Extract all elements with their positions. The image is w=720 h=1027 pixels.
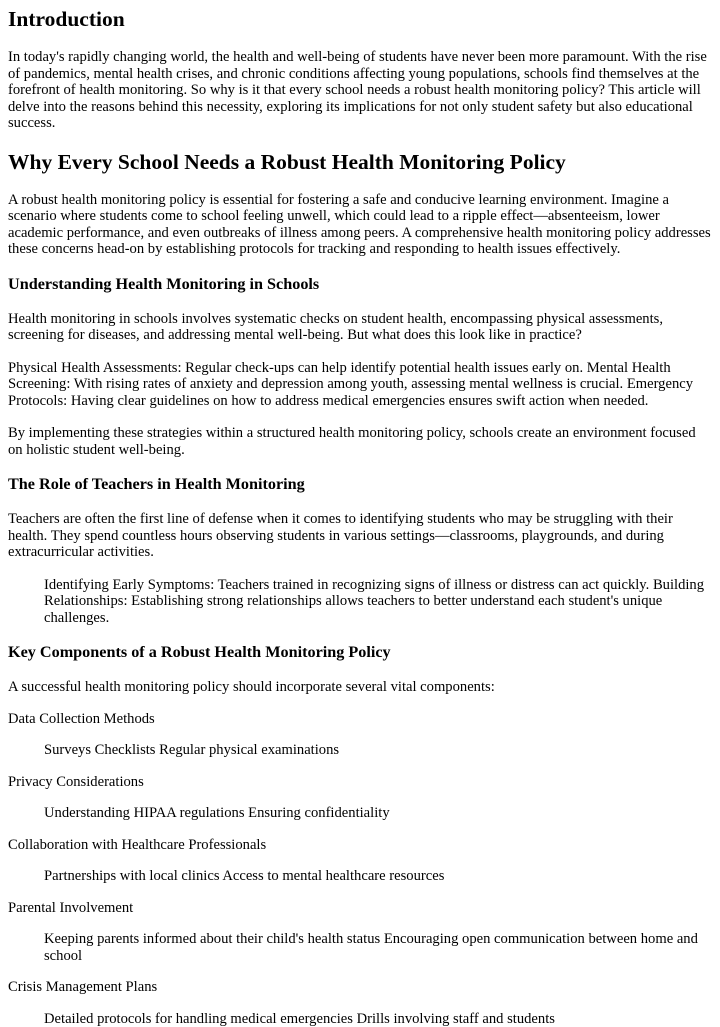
teachers-list: Identifying Early Symptoms: Teachers trained in recognizing signs of illness or distress can act quickly. Building Relationships: Establishing strong relationships allows teachers to better understand each student's unique challenges. (8, 577, 712, 627)
component-detail: Detailed protocols for handling medical emergencies Drills involving staff and students (8, 1011, 712, 1027)
component-title: Collaboration with Healthcare Professionals (8, 837, 712, 854)
understanding-paragraph-2: Physical Health Assessments: Regular check-ups can help identify potential health issues early on. Mental Health Screening: With rising rates of anxiety and depression among youth, assessing mental wellness is crucial. Emergency Protocols: Having clear guidelines on how to address medical emergencies ensures swift action when needed. (8, 360, 712, 410)
understanding-paragraph-1: Health monitoring in schools involves systematic checks on student health, encompassing physical assessments, screening for diseases, and addressing mental well-being. But what does this look like in practice? (8, 311, 712, 344)
why-heading: Why Every School Needs a Robust Health Monitoring Policy (8, 149, 712, 175)
teachers-heading: The Role of Teachers in Health Monitoring (8, 475, 712, 494)
component-detail: Surveys Checklists Regular physical examinations (8, 742, 712, 759)
teachers-paragraph: Teachers are often the first line of defense when it comes to identifying students who may be struggling with their health. They spend countless hours observing students in various settings—classrooms, playgrounds, and during extracurricular activities. (8, 511, 712, 561)
component-title: Parental Involvement (8, 900, 712, 917)
understanding-heading: Understanding Health Monitoring in Schools (8, 275, 712, 294)
intro-paragraph: In today's rapidly changing world, the health and well-being of students have never been more paramount. With the rise of pandemics, mental health crises, and chronic conditions affecting young populations, schools find themselves at the forefront of health monitoring. So why is it that every school needs a robust health monitoring policy? This article will delve into the reasons behind this necessity, exploring its implications for not only student safety but also educational success. (8, 49, 712, 132)
component-detail: Keeping parents informed about their child's health status Encouraging open communication between home and school (8, 931, 712, 964)
component-title: Data Collection Methods (8, 711, 712, 728)
intro-heading: Introduction (8, 0, 712, 32)
component-detail: Partnerships with local clinics Access to mental healthcare resources (8, 868, 712, 885)
component-list (8, 711, 712, 1027)
why-paragraph: A robust health monitoring policy is essential for fostering a safe and conducive learning environment. Imagine a scenario where students come to school feeling unwell, which could lead to a ripple effect—absenteeism, lower academic performance, and even outbreaks of illness among peers. A comprehensive health monitoring policy addresses these concerns head-on by establishing protocols for tracking and responding to health issues effectively. (8, 192, 712, 258)
component-detail: Understanding HIPAA regulations Ensuring confidentiality (8, 805, 712, 822)
component-title: Privacy Considerations (8, 774, 712, 791)
component-title: Crisis Management Plans (8, 979, 712, 996)
key-components-intro: A successful health monitoring policy should incorporate several vital components: (8, 679, 712, 696)
understanding-paragraph-3: By implementing these strategies within a structured health monitoring policy, schools create an environment focused on holistic student well-being. (8, 425, 712, 458)
key-components-heading: Key Components of a Robust Health Monitoring Policy (8, 643, 712, 662)
